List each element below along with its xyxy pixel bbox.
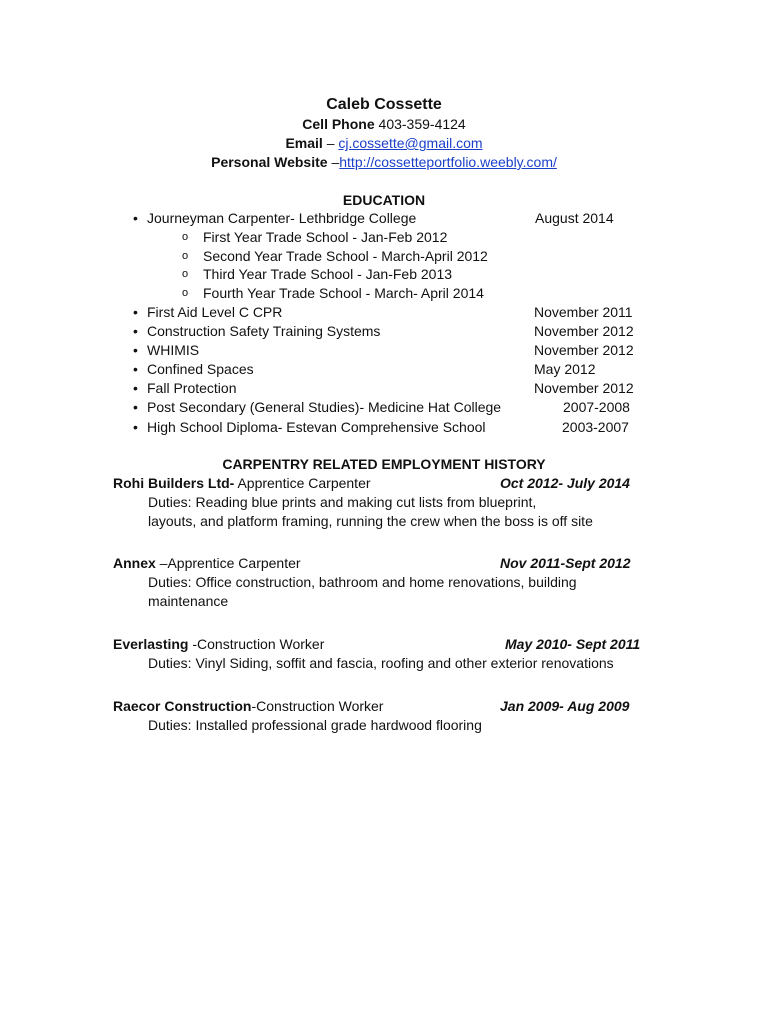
education-item-label: Fall Protection: [147, 380, 237, 396]
bullet: •: [133, 210, 138, 226]
education-item-date: August 2014: [535, 210, 614, 226]
education-item-label: WHIMIS: [147, 342, 200, 358]
education-item-label: Journeyman Carpenter- Lethbridge College: [147, 210, 417, 226]
bullet: •: [133, 361, 138, 377]
candidate-name: Caleb Cossette: [326, 96, 442, 113]
education-item: [0, 379, 768, 398]
job-role: Apprentice Carpenter: [234, 475, 371, 491]
job-role: -Construction Worker: [188, 636, 325, 652]
job-header: [113, 635, 653, 654]
education-heading: EDUCATION: [342, 192, 426, 208]
job-company: Everlasting: [113, 636, 189, 652]
education-item-date: 2007-2008: [563, 399, 630, 415]
email-line: [0, 134, 768, 153]
education-sub-item-label: Second Year Trade School - March-April 2012: [203, 248, 488, 264]
education-sub-item: [0, 228, 768, 247]
education-item-date: November 2012: [534, 380, 634, 396]
phone-number: 403-359-4124: [378, 116, 466, 132]
job-duties-line: Duties: Installed professional grade hardwood flooring: [148, 717, 482, 733]
education-item-label: Confined Spaces: [147, 361, 254, 377]
sub-bullet: o: [182, 231, 189, 243]
sub-bullet: o: [182, 287, 189, 299]
bullet: •: [133, 399, 138, 415]
education-sub-item-label: First Year Trade School - Jan-Feb 2012: [203, 229, 448, 245]
education-item: [0, 303, 768, 322]
job-dates: May 2010- Sept 2011: [505, 636, 641, 652]
job-duties-line: Duties: Reading blue prints and making cut lists from blueprint,: [148, 494, 537, 510]
job-duties-line: layouts, and platform framing, running the crew when the boss is off site: [148, 513, 593, 529]
phone-line: [0, 115, 768, 134]
sub-bullet: o: [182, 268, 189, 280]
job-dates: Jan 2009- Aug 2009: [500, 698, 630, 714]
employment-heading: CARPENTRY RELATED EMPLOYMENT HISTORY: [222, 456, 546, 472]
job-role: –Apprentice Carpenter: [155, 555, 301, 571]
education-sub-item-label: Third Year Trade School - Jan-Feb 2013: [203, 266, 453, 282]
job-duties-line: Duties: Vinyl Siding, soffit and fascia, roofing and other exterior renovations: [148, 655, 614, 671]
job-dates: Nov 2011-Sept 2012: [500, 555, 631, 571]
bullet: •: [133, 419, 138, 435]
email-link[interactable]: cj.cossette@gmail.com: [338, 135, 483, 151]
job-company: Annex: [113, 555, 156, 571]
bullet: •: [133, 323, 138, 339]
job-header: [113, 697, 653, 716]
education-item-date: November 2011: [534, 304, 633, 320]
education-item: [0, 322, 768, 341]
education-item: [0, 209, 768, 228]
email-label: Email: [285, 135, 323, 151]
bullet: •: [133, 304, 138, 320]
website-label: Personal Website: [211, 154, 328, 170]
education-item-label: Post Secondary (General Studies)- Medicine Hat College: [147, 399, 502, 415]
sub-bullet: o: [182, 250, 189, 262]
education-item-date: 2003-2007: [562, 419, 629, 435]
job-role: -Construction Worker: [251, 698, 384, 714]
education-item-date: November 2012: [534, 342, 634, 358]
education-item: [0, 418, 768, 437]
education-item: [0, 360, 768, 379]
email-separator: –: [326, 135, 335, 151]
job-company: Rohi Builders Ltd-: [113, 475, 235, 491]
job-duties-line: maintenance: [148, 593, 229, 609]
education-item: [0, 341, 768, 360]
education-sub-item: [0, 247, 768, 266]
education-sub-item-label: Fourth Year Trade School - March- April 2014: [203, 285, 484, 301]
phone-label: Cell Phone: [302, 116, 375, 132]
education-item-date: May 2012: [534, 361, 596, 377]
bullet: •: [133, 342, 138, 358]
job-header: [113, 554, 653, 573]
education-item-label: Construction Safety Training Systems: [147, 323, 381, 339]
education-sub-item: [0, 265, 768, 284]
job-duties-line: Duties: Office construction, bathroom and home renovations, building: [148, 574, 577, 590]
website-link[interactable]: http://cossetteportfolio.weebly.com/: [339, 154, 557, 170]
job-header: [113, 474, 653, 493]
education-sub-item: [0, 284, 768, 303]
education-item-label: First Aid Level C CPR: [147, 304, 283, 320]
education-item-label: High School Diploma- Estevan Comprehensive School: [147, 419, 486, 435]
job-dates: Oct 2012- July 2014: [500, 475, 630, 491]
website-line: [0, 153, 768, 172]
education-item-date: November 2012: [534, 323, 634, 339]
bullet: •: [133, 380, 138, 396]
education-item: [0, 398, 768, 417]
website-separator: –: [331, 154, 340, 170]
job-company: Raecor Construction: [113, 698, 252, 714]
